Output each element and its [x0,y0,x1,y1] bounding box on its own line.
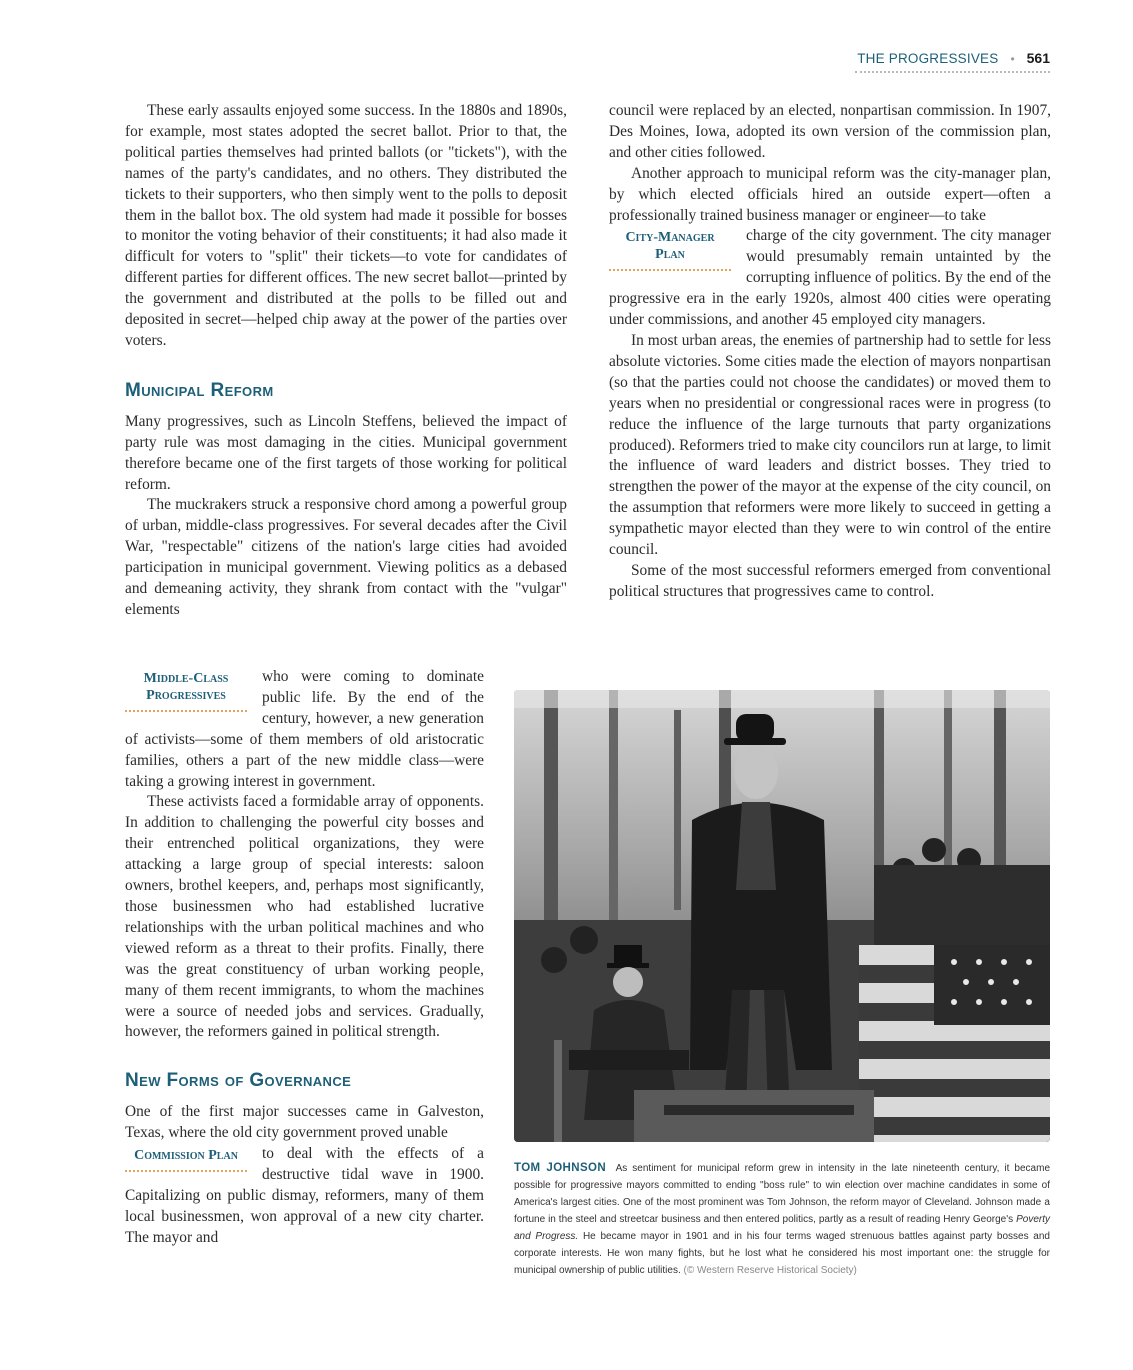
page-header [855,50,1050,66]
caption-book-title: Poverty and Progress. [514,1214,1050,1242]
margin-note-city-manager: City-Manager Plan [609,229,731,271]
margin-note-commission-plan: Commission Plan [125,1147,247,1172]
paragraph: Some of the most successful reformers emerged from conventional political structures that progressives came to control. [609,561,1051,600]
photo-credit: (© Western Reserve Historical Society) [683,1265,857,1276]
right-column [609,101,1051,603]
paragraph: charge of the city government. The city manager would presumably remain untainted by the corrupting influence of politics. By the end of the progressive era in the early 1920s, almost 400 cities were operating under commissions, and another 45 employed city managers. [609,227,1051,329]
photo-illustration [514,690,1050,1142]
page-number: 561 [1026,50,1050,66]
paragraph: These activists faced a formidable array of opponents. In addition to challenging the powerful city bosses and their entrenched political organizations, they were attacking a large group of special interests: saloon owners, brothel keepers, and, perhaps most significantly, those businessmen who had established lucrative relationships with the urban political machines and who viewed reform as a threat to their profits. Finally, there was the great constituency of urban working people, many of them recent immigrants, to whom the machines were a source of needed jobs and services. Gradually, however, the reformers gained in political strength. [125,793,484,1041]
lower-left-column [125,667,484,1249]
paragraph: The muckrakers struck a responsive chord among a powerful group of urban, middle-class progressives. For several decades after the Civil War, "respectable" citizens of the nation's large cities had avoided participation in municipal government. Viewing politics as a debased and demeaning activity, they shrank from contact with the "vulgar" elements [125,496,567,618]
heading-municipal-reform: Municipal Reform [125,379,274,401]
paragraph: Many progressives, such as Lincoln Steffens, believed the impact of party rule was most damaging in the cities. Municipal government therefore became one of the first targets of those working for political reform. [125,412,567,493]
left-column [125,101,567,621]
paragraph: One of the first major successes came in Galveston, Texas, where the old city government proved unable [125,1103,484,1142]
caption-title: TOM JOHNSON [514,1162,607,1174]
tom-johnson-photo [514,690,1050,1142]
heading-new-forms: New Forms of Governance [125,1070,352,1092]
paragraph: In most urban areas, the enemies of partnership had to settle for less absolute victories. Some cities made the election of mayors nonpartisan (so that the parties could not choose the candidates) or moved them to years when no presidential or congressional races were in progress (to reduce the influence of the large turnouts that party organizations produced). Reformers tried to make city councilors run at large, to limit the influence of ward leaders and district bosses. They tried to strengthen the power of the mayor at the expense of the city council, on the assumption that reformers were more likely to succeed in getting a sympathetic mayor elected than they were to win control of the entire council. [609,331,1051,559]
paragraph: Another approach to municipal reform was the city-manager plan, by which elected officials hired an outside expert—often a professionally trained business manager or engineer—to take [609,164,1051,224]
header-separator: • [1010,52,1015,66]
section-title: THE PROGRESSIVES [857,51,999,66]
paragraph: who were coming to dominate public life. By the end of the century, however, a new generation of activists—some of them members of old aristocratic families, others a part of the new middle class—were taking a growing interest in government. [125,668,484,790]
margin-note-middle-class: Middle-Class Progressives [125,670,247,712]
paragraph: to deal with the effects of a destructive tidal wave in 1900. Capitalizing on public dismay, reformers, many of them local businessmen, won approval of a new city charter. The mayor and [125,1145,484,1246]
caption-text: He became mayor in 1901 and in his four terms waged strenuous battles against party bosses and corporate interests. He won many fights, but he lost what he considered his most important one: the struggle for municipal ownership of public utilities. [514,1231,1050,1276]
header-rule [855,71,1050,73]
caption-text: As sentiment for municipal reform grew in intensity in the late nineteenth century, it became possible for progressive mayors committed to ending "boss rule" to win election over machine candidates in some of America's largest cities. One of the most prominent was Tom Johnson, the reform mayor of Cleveland. Johnson made a fortune in the steel and streetcar business and then entered politics, partly as a result of reading Henry George's [514,1163,1051,1225]
paragraph: These early assaults enjoyed some success. In the 1880s and 1890s, for example, most states adopted the secret ballot. Prior to that, the political parties themselves had printed ballots (or "tickets"), with the names of the party's candidates, and no others. They distributed the tickets to their supporters, who then simply went to the polls to deposit them in the ballot box. The old system had made it possible for bosses to monitor the voting behavior of their constituents; it had also made it difficult for voters to "split" their tickets—to vote for candidates of different parties for different offices. The new secret ballot—printed by the government and distributed at the polls to be filled out and deposited in secret—helped chip away at the power of the parties over voters. [125,102,567,349]
paragraph: council were replaced by an elected, nonpartisan commission. In 1907, Des Moines, Iowa, adopted its own version of the commission plan, and other cities followed. [609,102,1051,161]
photo-caption [514,1160,1050,1279]
